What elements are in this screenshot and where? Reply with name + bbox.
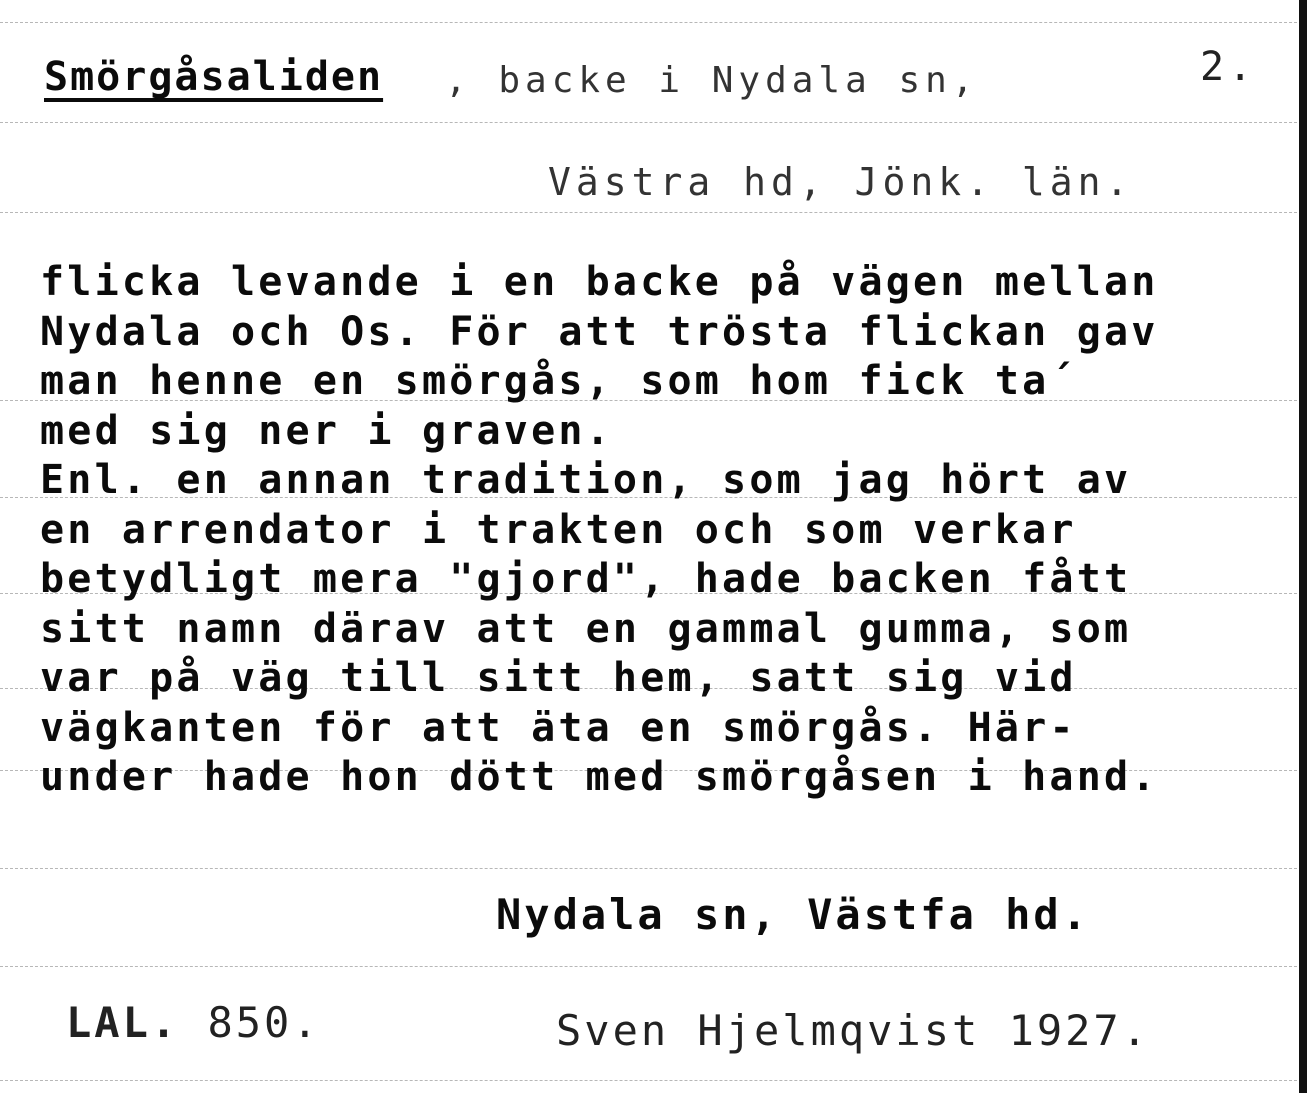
place-footer: Nydala sn, Västfa hd. xyxy=(496,890,1091,939)
body-line: var på väg till sitt hem, satt sig vid xyxy=(40,655,1077,701)
body-line: sitt namn därav att en gammal gumma, som xyxy=(40,605,1132,652)
page-number: 2. xyxy=(1200,44,1257,90)
author-signature: Sven Hjelmqvist 1927. xyxy=(556,1006,1151,1055)
reference-abbreviation: LAL. xyxy=(66,998,180,1047)
body-line: Enl. en annan tradition, som jag hört av xyxy=(40,457,1132,503)
ruled-line xyxy=(0,966,1297,967)
ruled-line xyxy=(0,1080,1297,1081)
body-line: vägkanten för att äta en smörgås. Här- xyxy=(40,704,1077,751)
body-line: en arrendator i trakten och som verkar xyxy=(40,506,1077,553)
ruled-line xyxy=(0,212,1297,213)
body-line: betydligt mera "gjord", hade backen fått xyxy=(40,556,1132,602)
body-line: under hade hon dött med smörgåsen i hand. xyxy=(40,754,1159,800)
body-text xyxy=(40,258,1290,803)
ruled-line xyxy=(0,122,1297,123)
body-line: med sig ner i graven. xyxy=(40,407,613,454)
body-line: Nydala och Os. För att trösta flickan gav xyxy=(40,308,1159,355)
region-line: Västra hd, Jönk. län. xyxy=(548,160,1134,204)
headword-description: , backe i Nydala sn, xyxy=(445,60,979,101)
card-edge-border xyxy=(1299,0,1307,1093)
headword: Smörgåsaliden xyxy=(44,54,384,100)
ruled-line xyxy=(0,22,1297,23)
archive-reference xyxy=(66,998,321,1047)
body-line: flicka levande i en backe på vägen mellan xyxy=(40,259,1159,305)
body-line: man henne en smörgås, som hom fick ta´ xyxy=(40,358,1077,404)
ruled-line xyxy=(0,868,1297,869)
reference-number: 850. xyxy=(207,998,321,1047)
